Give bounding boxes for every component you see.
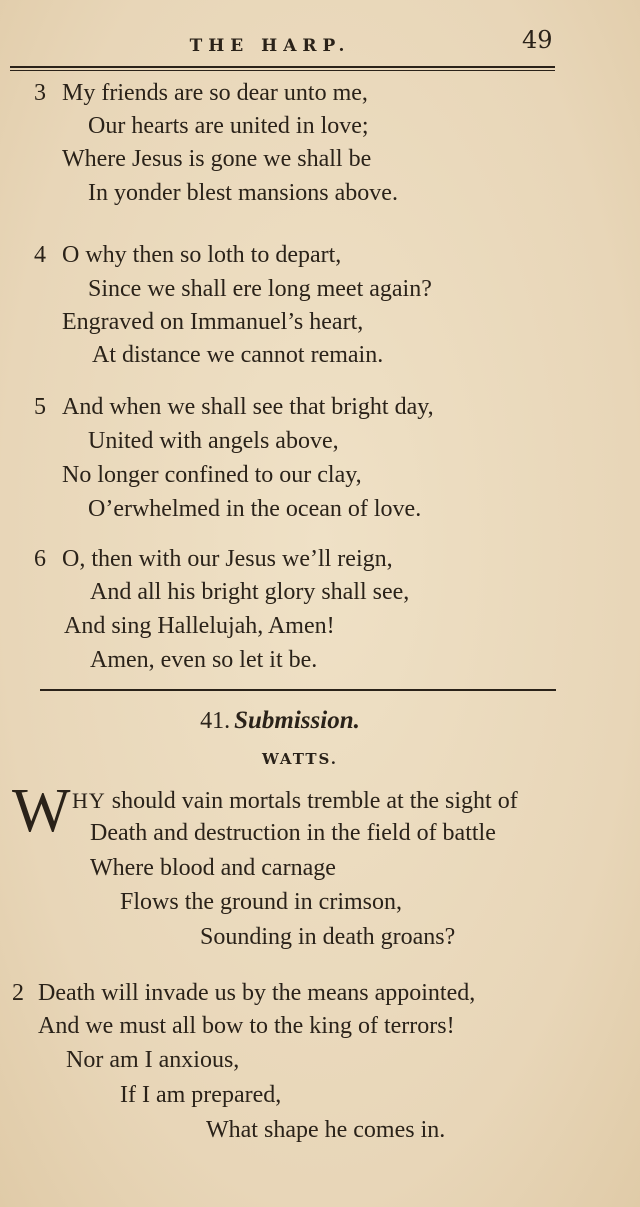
verse-line: No longer confined to our clay, bbox=[62, 462, 362, 488]
verse-line: And we must all bow to the king of terrors! bbox=[38, 1013, 455, 1039]
hymn-heading bbox=[0, 707, 560, 735]
verse-line: O’erwhelmed in the ocean of love. bbox=[88, 496, 422, 522]
verse-line: Since we shall ere long meet again? bbox=[88, 276, 432, 302]
verse-number: 4 bbox=[34, 242, 46, 268]
first-line-rest: should vain mortals tremble at the sight of bbox=[105, 788, 518, 814]
header-rule-thin bbox=[10, 70, 555, 71]
verse-number: 2 bbox=[12, 980, 24, 1006]
verse-line-first bbox=[72, 786, 518, 816]
verse-line: Flows the ground in crimson, bbox=[120, 889, 402, 915]
verse-line: At distance we cannot remain. bbox=[92, 342, 384, 368]
page-number: 49 bbox=[522, 26, 553, 54]
verse-line: Death will invade us by the means appointed, bbox=[38, 980, 476, 1006]
verse-line: What shape he comes in. bbox=[206, 1117, 446, 1143]
verse-line: O, then with our Jesus we’ll reign, bbox=[62, 546, 393, 572]
first-word-smallcaps: HY bbox=[72, 788, 106, 813]
header-rule-thick bbox=[10, 66, 555, 68]
drop-cap: W bbox=[12, 777, 71, 845]
verse-line: Where blood and carnage bbox=[90, 855, 336, 881]
verse-line: O why then so loth to depart, bbox=[62, 242, 342, 268]
hymn-author: WATTS. bbox=[261, 750, 338, 768]
verse-line: Our hearts are united in love; bbox=[88, 113, 369, 139]
verse-line: Engraved on Immanuel’s heart, bbox=[62, 309, 364, 335]
verse-line: In yonder blest mansions above. bbox=[88, 180, 398, 206]
section-divider bbox=[40, 689, 556, 691]
verse-line: Amen, even so let it be. bbox=[90, 647, 318, 673]
verse-line: Death and destruction in the field of battle bbox=[90, 820, 496, 846]
verse-line: Nor am I anxious, bbox=[66, 1047, 240, 1073]
verse-line: Where Jesus is gone we shall be bbox=[62, 146, 372, 172]
running-header-title: THE HARP. bbox=[189, 36, 351, 56]
verse-line: Sounding in death groans? bbox=[200, 924, 456, 950]
verse-line: United with angels above, bbox=[88, 428, 339, 454]
verse-line: My friends are so dear unto me, bbox=[62, 80, 368, 106]
verse-number: 5 bbox=[34, 394, 46, 420]
verse-line: And sing Hallelujah, Amen! bbox=[64, 613, 335, 639]
verse-number: 6 bbox=[34, 546, 46, 572]
verse-line: If I am prepared, bbox=[120, 1082, 282, 1108]
verse-line: And when we shall see that bright day, bbox=[62, 394, 434, 420]
hymn-title: Submission. bbox=[234, 707, 360, 734]
verse-number: 3 bbox=[34, 80, 46, 106]
hymn-number: 41. bbox=[200, 708, 231, 734]
verse-line: And all his bright glory shall see, bbox=[90, 579, 410, 605]
